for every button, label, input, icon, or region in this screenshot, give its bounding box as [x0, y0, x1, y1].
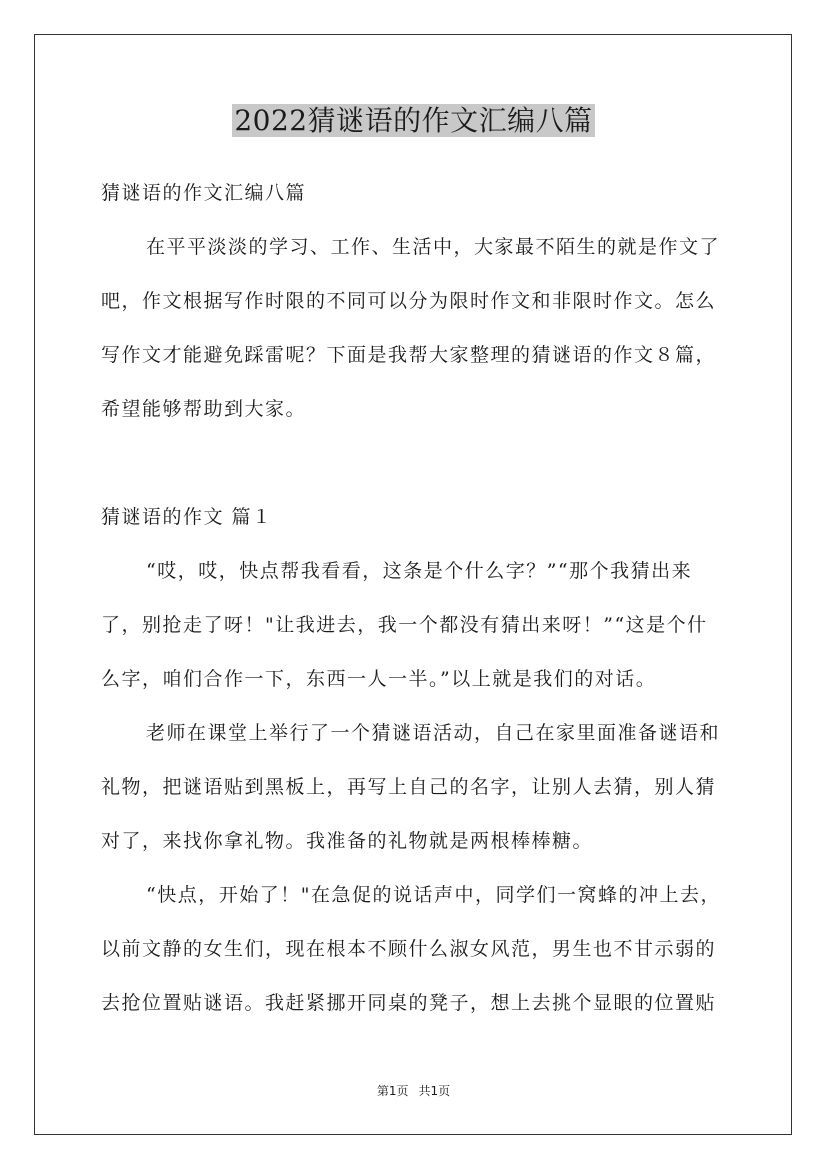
paragraph-2-line-1: 老师在课堂上举行了一个猜谜语活动，自己在家里面准备谜语和 [146, 722, 721, 744]
page-total: 共1页 [418, 1084, 451, 1098]
document-title [0, 99, 827, 143]
paragraph-1-line-3: 么字，咱们合作一下，东西一人一半。”以上就是我们的对话。 [101, 668, 657, 690]
intro-line-3: 写作文才能避免踩雷呢？下面是我帮大家整理的猜谜语的作文８篇， [101, 344, 717, 366]
document-title-text: 2022猜谜语的作文汇编八篇 [234, 104, 593, 137]
page-footer [0, 1082, 827, 1100]
paragraph-3-line-1: “快点，开始了！"在急促的说话声中，同学们一窝蜂的冲上去， [146, 884, 721, 906]
document-subtitle: 猜谜语的作文汇编八篇 [101, 182, 307, 204]
paragraph-1-line-2: 了，别抢走了呀！"让我进去，我一个都没有猜出来呀！”“这是个什 [101, 614, 708, 636]
intro-line-1: 在平平淡淡的学习、工作、生活中，大家最不陌生的就是作文了 [146, 236, 721, 258]
paragraph-2-line-2: 礼物，把谜语贴到黑板上，再写上自己的名字，让别人去猜，别人猜 [101, 776, 717, 798]
page-number: 第1页 [376, 1084, 409, 1098]
paragraph-3-line-2: 以前文静的女生们，现在根本不顾什么淑女风范，男生也不甘示弱的 [101, 938, 717, 960]
intro-line-4: 希望能够帮助到大家。 [101, 398, 307, 420]
paragraph-1-line-1: “哎，哎，快点帮我看看，这条是个什么字？”“那个我猜出来 [146, 560, 693, 582]
paragraph-2-line-3: 对了，来找你拿礼物。我准备的礼物就是两根棒棒糖。 [101, 830, 594, 852]
section-heading: 猜谜语的作文 篇１ [101, 506, 273, 528]
paragraph-3-line-3: 去抢位置贴谜语。我赶紧挪开同桌的凳子，想上去挑个显眼的位置贴 [101, 992, 717, 1014]
intro-line-2: 吧，作文根据写作时限的不同可以分为限时作文和非限时作文。怎么 [101, 290, 717, 312]
